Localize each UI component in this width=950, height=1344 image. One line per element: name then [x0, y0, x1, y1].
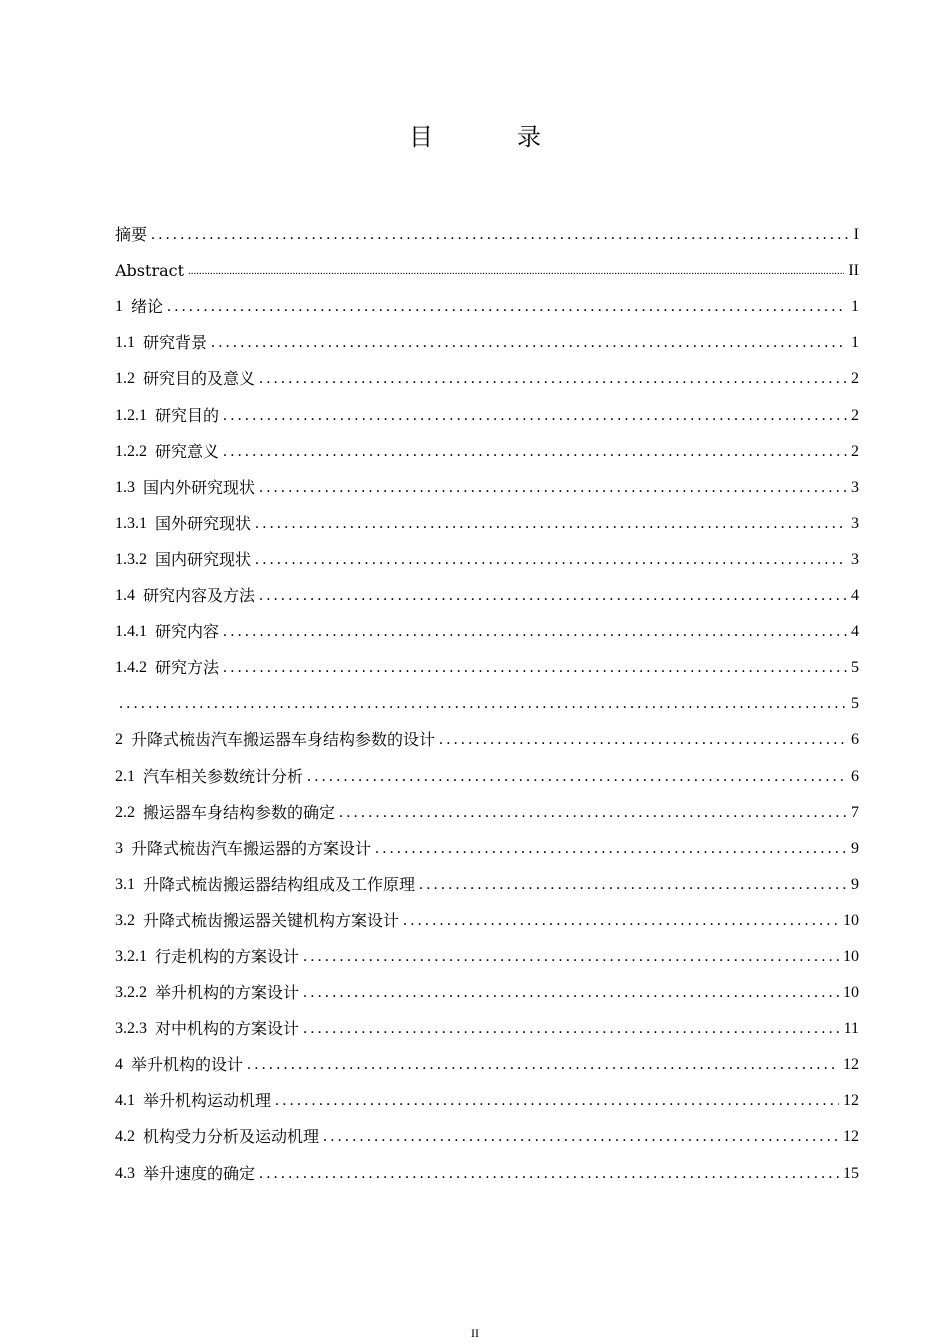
toc-entry-number: 3.2 — [115, 911, 135, 929]
toc-entry-label: 研究意义 — [155, 441, 220, 461]
dot-leader — [339, 802, 847, 824]
toc-entry-page: 6 — [851, 767, 859, 785]
dot-leader — [303, 946, 839, 968]
toc-entry-page: 10 — [843, 984, 859, 1002]
toc-entry[interactable] — [115, 788, 859, 824]
toc-entry-number: 1.4.1 — [115, 623, 147, 641]
toc-entry-number: 1.4 — [115, 587, 135, 605]
toc-entry[interactable] — [115, 1004, 859, 1040]
toc-entry-number: 3.1 — [115, 875, 135, 893]
dot-leader — [211, 332, 847, 354]
toc-entry-page: 9 — [851, 839, 859, 857]
toc-entry-page: 9 — [851, 875, 859, 893]
toc-entry-page: II — [848, 262, 859, 280]
dot-leader — [323, 1126, 839, 1148]
toc-entry-page: 3 — [851, 514, 859, 532]
dot-leader — [403, 910, 839, 932]
toc-entry-number: 4 — [115, 1056, 123, 1074]
page-number: II — [471, 1326, 479, 1340]
toc-entry-number: 2 — [115, 731, 123, 749]
toc-entry-label: 搬运器车身结构参数的确定 — [143, 802, 336, 822]
toc-entry-page: 10 — [843, 911, 859, 929]
dot-leader — [255, 513, 847, 535]
toc-entry-label: 升降式梳齿汽车搬运器车身结构参数的设计 — [131, 730, 436, 750]
dot-leader — [167, 296, 847, 318]
dot-leader — [119, 693, 847, 715]
toc-entry[interactable] — [115, 896, 859, 932]
toc-entry-label: 国内外研究现状 — [143, 477, 256, 497]
toc-entry-page: 3 — [851, 550, 859, 568]
toc-entry-number: 4.2 — [115, 1128, 135, 1146]
toc-entry-label: 行走机构的方案设计 — [155, 946, 300, 966]
toc-entry[interactable] — [115, 390, 859, 426]
toc-entry-page: 12 — [843, 1128, 859, 1146]
toc-entry-page: 12 — [843, 1056, 859, 1074]
toc-entry-label: 研究目的 — [155, 405, 220, 425]
dot-leader — [247, 1054, 839, 1076]
toc-entry-number: 3.2.1 — [115, 947, 147, 965]
toc-entry-label: 摘要 — [115, 225, 148, 245]
toc-entry-number: 3.2.2 — [115, 984, 147, 1002]
toc-entry-label: 研究方法 — [155, 658, 220, 678]
dot-leader — [259, 1163, 839, 1185]
toc-entry[interactable] — [115, 679, 859, 715]
table-of-contents — [115, 210, 859, 1185]
dot-leader — [259, 368, 847, 390]
toc-entry-label: 研究内容 — [155, 622, 220, 642]
dot-leader — [303, 982, 839, 1004]
toc-entry-page: 10 — [843, 947, 859, 965]
toc-entry-page: 1 — [851, 298, 859, 316]
toc-entry-label: 举升机构的方案设计 — [155, 983, 300, 1003]
toc-entry-page: 4 — [851, 623, 859, 641]
toc-entry[interactable] — [115, 1076, 859, 1112]
toc-entry-label: Abstract — [115, 261, 185, 281]
toc-entry[interactable] — [115, 607, 859, 643]
toc-entry[interactable] — [115, 571, 859, 607]
toc-entry-label: 汽车相关参数统计分析 — [143, 766, 304, 786]
toc-entry-label: 升降式梳齿搬运器关键机构方案设计 — [143, 910, 400, 930]
toc-entry[interactable] — [115, 751, 859, 787]
toc-entry[interactable] — [115, 1040, 859, 1076]
dot-leader — [439, 729, 847, 751]
toc-entry-page: 5 — [851, 659, 859, 677]
dot-leader — [259, 477, 847, 499]
toc-entry-number: 1.2.2 — [115, 442, 147, 460]
toc-entry-label: 机构受力分析及运动机理 — [143, 1127, 320, 1147]
toc-entry[interactable] — [115, 318, 859, 354]
toc-entry-label: 举升机构运动机理 — [143, 1091, 272, 1111]
toc-entry-label: 升降式梳齿汽车搬运器的方案设计 — [131, 838, 372, 858]
toc-entry-label: 对中机构的方案设计 — [155, 1019, 300, 1039]
toc-entry-number: 1.3.2 — [115, 550, 147, 568]
dot-leader — [375, 838, 847, 860]
toc-entry-number: 1.3.1 — [115, 514, 147, 532]
toc-entry[interactable] — [115, 860, 859, 896]
toc-entry-label: 国内研究现状 — [155, 549, 252, 569]
toc-entry[interactable] — [115, 463, 859, 499]
toc-entry-page: 12 — [843, 1092, 859, 1110]
toc-entry[interactable] — [115, 282, 859, 318]
toc-entry[interactable] — [115, 535, 859, 571]
toc-entry-page: 2 — [851, 370, 859, 388]
toc-entry[interactable] — [115, 1148, 859, 1184]
toc-entry-page: 2 — [851, 406, 859, 424]
page-title: 目 录 — [409, 123, 571, 151]
toc-entry[interactable] — [115, 210, 859, 246]
dot-leader — [223, 621, 847, 643]
toc-entry-label: 研究内容及方法 — [143, 586, 256, 606]
toc-entry-number: 1.4.2 — [115, 659, 147, 677]
toc-entry[interactable] — [115, 499, 859, 535]
toc-entry-page: 11 — [843, 1020, 859, 1038]
toc-entry[interactable] — [115, 932, 859, 968]
toc-entry-number: 4.1 — [115, 1092, 135, 1110]
toc-entry-page: 15 — [843, 1164, 859, 1182]
toc-entry-number: 2.1 — [115, 767, 135, 785]
toc-entry-label: 研究背景 — [143, 333, 208, 353]
toc-entry-page: I — [853, 226, 859, 244]
toc-entry[interactable] — [115, 427, 859, 463]
dot-leader — [307, 766, 847, 788]
dot-leader — [188, 260, 844, 282]
toc-entry-label: 举升机构的设计 — [131, 1055, 244, 1075]
toc-entry[interactable] — [115, 715, 859, 751]
dot-leader — [275, 1090, 839, 1112]
toc-entry-label: 升降式梳齿搬运器结构组成及工作原理 — [143, 874, 416, 894]
toc-entry-page: 6 — [851, 731, 859, 749]
dot-leader — [223, 405, 847, 427]
toc-entry-number: 4.3 — [115, 1164, 135, 1182]
toc-entry[interactable] — [115, 354, 859, 390]
toc-entry-number: 1.1 — [115, 334, 135, 352]
toc-entry-label: 绪论 — [131, 297, 164, 317]
toc-entry-number: 1 — [115, 298, 123, 316]
toc-entry-number: 3 — [115, 839, 123, 857]
toc-entry-number: 1.2 — [115, 370, 135, 388]
toc-entry-number: 3.2.3 — [115, 1020, 147, 1038]
dot-leader — [151, 224, 850, 246]
dot-leader — [223, 441, 847, 463]
toc-entry-page: 1 — [851, 334, 859, 352]
dot-leader — [255, 549, 847, 571]
dot-leader — [419, 874, 847, 896]
toc-entry-number: 2.2 — [115, 803, 135, 821]
dot-leader — [303, 1018, 840, 1040]
toc-entry[interactable] — [115, 968, 859, 1004]
toc-entry-page: 3 — [851, 478, 859, 496]
toc-entry-label: 国外研究现状 — [155, 513, 252, 533]
toc-entry-page: 7 — [851, 803, 859, 821]
toc-entry-page: 4 — [851, 587, 859, 605]
toc-entry[interactable] — [115, 1112, 859, 1148]
toc-entry-page: 2 — [851, 442, 859, 460]
toc-entry-number: 1.3 — [115, 478, 135, 496]
toc-entry-page: 5 — [851, 695, 859, 713]
dot-leader — [259, 585, 847, 607]
dot-leader — [223, 657, 847, 679]
toc-entry-label: 研究目的及意义 — [143, 369, 256, 389]
toc-entry-number: 1.2.1 — [115, 406, 147, 424]
toc-entry[interactable] — [115, 824, 859, 860]
toc-entry[interactable] — [115, 246, 859, 282]
toc-entry[interactable] — [115, 643, 859, 679]
toc-entry-label: 举升速度的确定 — [143, 1163, 256, 1183]
